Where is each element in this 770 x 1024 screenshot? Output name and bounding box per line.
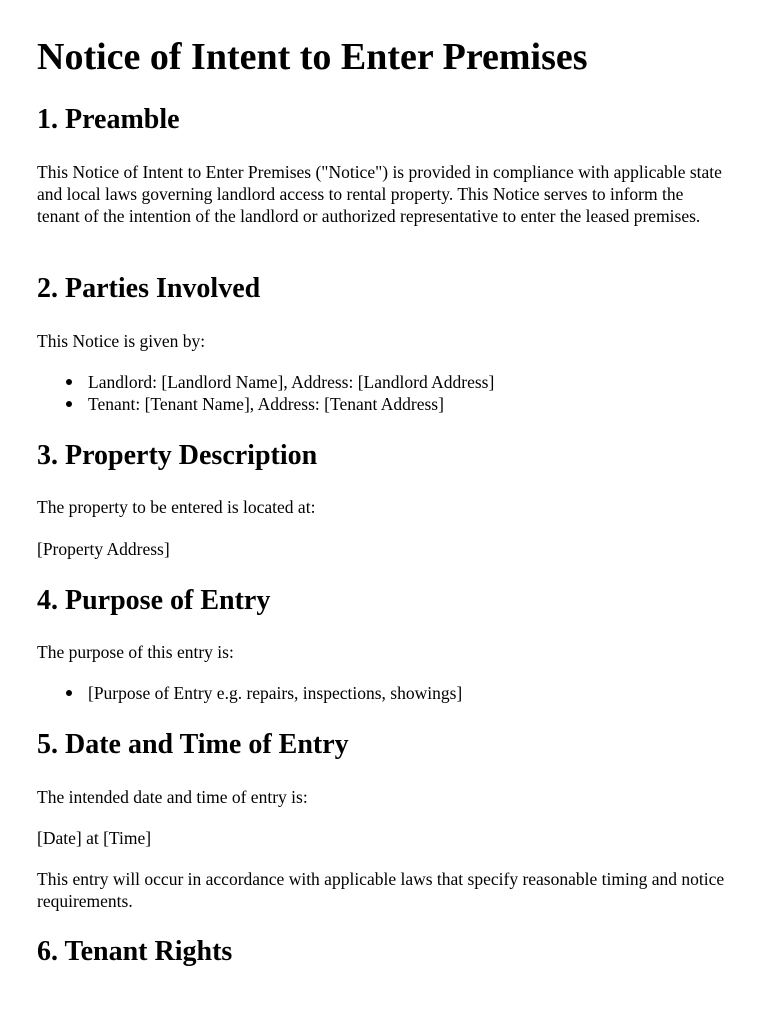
section-heading-parties: 2. Parties Involved — [37, 273, 261, 304]
bullet-icon — [66, 379, 72, 385]
bullet-icon — [66, 401, 72, 407]
parties-intro: This Notice is given by: — [37, 331, 206, 351]
document-title: Notice of Intent to Enter Premises — [37, 36, 588, 78]
preamble-paragraph: This Notice of Intent to Enter Premises ("Notice") is provided in compliance with applicable state and local laws governing landlord access to rental property. This Notice serves to inform the tenant of the intention of the landlord or authorized representative to enter the leased premises. — [37, 162, 722, 226]
landlord-text: Landlord: [Landlord Name], Address: [Landlord Address] — [88, 372, 495, 392]
date-time-intro: The intended date and time of entry is: — [37, 787, 308, 807]
purpose-list — [37, 682, 462, 704]
bullet-icon — [66, 690, 72, 696]
list-item-tenant — [88, 393, 494, 415]
section-heading-property: 3. Property Description — [37, 440, 318, 471]
property-address-placeholder: [Property Address] — [37, 539, 170, 559]
purpose-intro: The purpose of this entry is: — [37, 642, 234, 662]
list-item-landlord — [88, 371, 494, 393]
parties-list — [37, 371, 494, 415]
property-intro: The property to be entered is located at: — [37, 497, 316, 517]
section-heading-tenant-rights: 6. Tenant Rights — [37, 936, 233, 967]
list-item-purpose — [88, 682, 462, 704]
date-time-note: This entry will occur in accordance with applicable laws that specify reasonable timing and notice requirements. — [37, 869, 725, 911]
section-heading-purpose: 4. Purpose of Entry — [37, 585, 271, 616]
section-heading-preamble: 1. Preamble — [37, 104, 180, 135]
section-heading-date-time: 5. Date and Time of Entry — [37, 729, 349, 760]
tenant-text: Tenant: [Tenant Name], Address: [Tenant Address] — [88, 394, 444, 414]
date-time-placeholder: [Date] at [Time] — [37, 828, 152, 848]
purpose-text: [Purpose of Entry e.g. repairs, inspections, showings] — [88, 683, 463, 703]
